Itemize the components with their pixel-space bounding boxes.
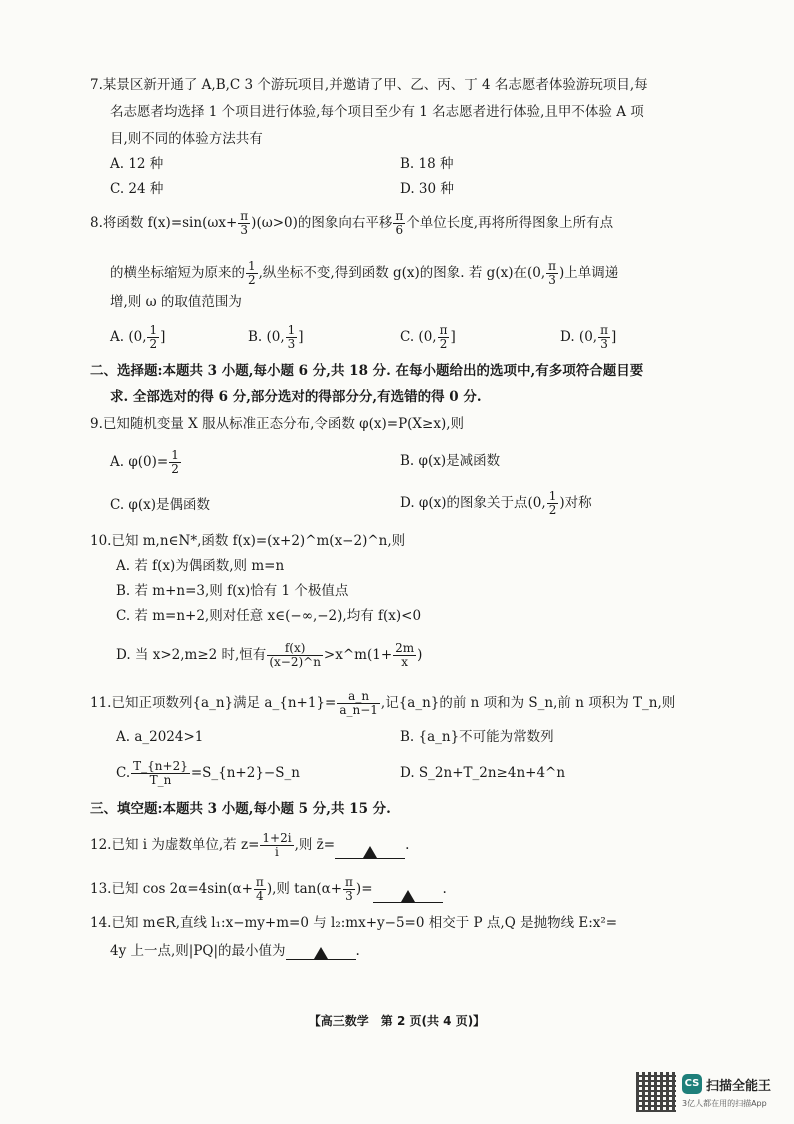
frac-den: 3: [287, 337, 296, 351]
frac-den: i: [275, 845, 279, 859]
opt-tail: ): [417, 647, 423, 663]
frac-den: T_n: [149, 773, 172, 787]
q7-line-3: 目,则不同的体验方法共有: [110, 131, 263, 147]
opt-label: C. (0,: [400, 329, 437, 345]
frac-den: 2: [248, 273, 256, 287]
qr-code-icon: [636, 1072, 676, 1112]
q12-text-a: 12.已知 i 为虚数单位,若 z=: [90, 837, 260, 853]
frac-num: π: [255, 875, 264, 889]
q13-text-a: 13.已知 cos 2α=4sin(α+: [90, 881, 253, 897]
frac: [547, 490, 559, 517]
opt-label: D. φ(x)的图象关于点(0,: [400, 495, 546, 511]
q9-stem: 9.已知随机变量 X 服从标准正态分布,令函数 φ(x)=P(X≥x),则: [90, 416, 465, 432]
q7-option-d: D. 30 种: [400, 181, 454, 197]
q7-option-a: A. 12 种: [110, 156, 164, 172]
frac-num: f(x): [267, 642, 323, 656]
q10-stem: 10.已知 m,n∈N*,函数 f(x)=(x+2)^m(x−2)^n,则: [90, 533, 406, 549]
q14-line-1: 14.已知 m∈R,直线 l₁:x−my+m=0 与 l₂:mx+y−5=0 相交于 P 点,Q 是抛物线 E:x²=: [90, 915, 618, 931]
q7-option-c: C. 24 种: [110, 181, 164, 197]
bracket: ]: [160, 329, 166, 345]
q11-option-c: [116, 760, 300, 787]
q8-frac-1-2: [246, 260, 258, 287]
frac-num: π: [345, 875, 353, 889]
stem-b: ,记{a_n}的前 n 项和为 S_n,前 n 项积为 T_n,则: [380, 695, 676, 711]
frac: [598, 324, 610, 351]
q9-option-c: C. φ(x)是偶函数: [110, 497, 211, 513]
frac-num: 2m: [395, 641, 415, 655]
stem-a: 11.已知正项数列{a_n}满足 a_{n+1}=: [90, 695, 337, 711]
q11-option-d: D. S_2n+T_2n≥4n+4^n: [400, 765, 566, 781]
period: .: [405, 837, 410, 853]
opt-label: C.: [116, 765, 131, 781]
frac-den: 4: [256, 889, 264, 903]
q8-line-2: [110, 260, 618, 287]
q9-option-a: [110, 449, 182, 476]
frac-den: 6: [395, 223, 404, 237]
q8-option-d: [560, 324, 616, 351]
camscanner-logo-icon: CS: [682, 1074, 702, 1094]
frac-num: π: [439, 323, 448, 337]
frac-num: π: [240, 209, 249, 223]
q7-line-1: 7.某景区新开通了 A,B,C 3 个游玩项目,并邀请了甲、乙、丙、丁 4 名志愿者体验游玩项目,每: [90, 77, 648, 93]
frac-num: π: [395, 209, 404, 223]
triangle-icon: [401, 890, 415, 902]
opt-tail: )对称: [559, 495, 592, 511]
frac-num: 1: [171, 448, 179, 462]
frac-fx: [267, 642, 323, 669]
frac: [260, 832, 293, 859]
q8-frac-pi-6: [393, 210, 405, 237]
q12: [90, 832, 409, 859]
q11-option-b: B. {a_n}不可能为常数列: [400, 729, 554, 745]
section-2-note: 求. 全部选对的得 6 分,部分选对的得部分分,有选错的得 0 分.: [110, 389, 482, 405]
q8-text-1c: 个单位长度,再将所得图象上所有点: [406, 215, 614, 231]
q13-text-c: )=: [355, 881, 373, 897]
q8-option-b: [248, 324, 304, 351]
frac: [337, 690, 380, 717]
frac: [438, 324, 450, 351]
triangle-icon: [314, 947, 328, 959]
scanner-app-name: 扫描全能王: [706, 1079, 772, 1094]
q7-option-b: B. 18 种: [400, 156, 454, 172]
section-3-heading: 三、填空题:本题共 3 小题,每小题 5 分,共 15 分.: [90, 801, 391, 817]
q8-line-3: 增,则 ω 的取值范围为: [110, 294, 242, 310]
q10-option-a: A. 若 f(x)为偶函数,则 m=n: [116, 558, 285, 574]
scanner-tagline: 3亿人都在用的扫描App: [682, 1099, 767, 1108]
q10-option-d: [116, 642, 422, 669]
frac-den: 3: [548, 273, 556, 287]
opt-label: D. (0,: [560, 329, 598, 345]
q8-option-a: [110, 324, 165, 351]
opt-label: A. φ(0)=: [110, 454, 169, 470]
q8-option-c: [400, 324, 456, 351]
opt-label: B. (0,: [248, 329, 285, 345]
frac-num: a_n: [337, 690, 380, 704]
frac: [286, 324, 298, 351]
frac-num: 1: [287, 323, 296, 337]
frac: [147, 324, 159, 351]
frac-den: 2: [439, 337, 448, 351]
bracket: ]: [298, 329, 304, 345]
q8-frac-pi-3: [238, 210, 250, 237]
q8-frac-pi-3b: [546, 260, 558, 287]
section-2-heading: 二、选择题:本题共 3 小题,每小题 6 分,共 18 分. 在每小题给出的选项中,有多项符合题目要: [90, 363, 644, 379]
opt-label: D. 当 x>2,m≥2 时,恒有: [116, 647, 267, 663]
frac: [254, 876, 266, 903]
frac-den: a_n−1: [339, 703, 378, 717]
frac-num: 1: [149, 323, 158, 337]
q8-line-1: [90, 210, 613, 237]
q13-text-b: ),则 tan(α+: [266, 881, 343, 897]
frac-num: 1+2i: [262, 831, 292, 845]
frac-den: 2: [171, 462, 179, 476]
answer-blank[interactable]: [335, 842, 405, 859]
frac: [343, 876, 355, 903]
q8-text-2a: 的横坐标缩短为原来的: [110, 265, 245, 281]
frac-num: 1: [248, 259, 256, 273]
frac-den: (x−2)^n: [269, 655, 321, 669]
q8-text-1a: 8.将函数 f(x)=sin(ωx+: [90, 215, 238, 231]
frac-den: 3: [240, 223, 249, 237]
frac-num: T_{n+2}: [133, 759, 188, 773]
opt-mid: >x^m(1+: [323, 647, 393, 663]
q8-text-1b: )(ω>0)的图象向右平移: [251, 215, 393, 231]
frac: [131, 760, 190, 787]
opt-tail: =S_{n+2}−S_n: [190, 765, 300, 781]
frac-2m-x: [393, 642, 416, 669]
period: .: [442, 881, 447, 897]
q12-text-b: ,则 z̄=: [294, 837, 336, 853]
frac-num: π: [600, 323, 608, 337]
frac-den: x: [401, 655, 409, 669]
frac-den: 3: [600, 337, 608, 351]
q8-text-2b: ,纵坐标不变,得到函数 g(x)的图象. 若 g(x)在(0,: [258, 265, 546, 281]
frac-den: 2: [149, 337, 158, 351]
bracket: ]: [450, 329, 456, 345]
triangle-icon: [363, 846, 377, 858]
q14-text: 4y 上一点,则|PQ|的最小值为: [110, 943, 286, 959]
period: .: [355, 943, 360, 959]
q11-stem: [90, 690, 675, 717]
answer-blank[interactable]: [286, 943, 356, 960]
q9-option-b: B. φ(x)是减函数: [400, 453, 501, 469]
frac-den: 3: [345, 889, 353, 903]
q13: [90, 876, 447, 903]
q7-line-2: 名志愿者均选择 1 个项目进行体验,每个项目至少有 1 名志愿者进行体验,且甲不体验 A 项: [110, 104, 644, 120]
q8-text-2c: )上单调递: [559, 265, 619, 281]
q10-option-c: C. 若 m=n+2,则对任意 x∈(−∞,−2),均有 f(x)<0: [116, 608, 422, 624]
q10-option-b: B. 若 m+n=3,则 f(x)恰有 1 个极值点: [116, 583, 349, 599]
q11-option-a: A. a_2024>1: [116, 729, 204, 745]
bracket: ]: [610, 329, 617, 345]
opt-label: A. (0,: [110, 329, 147, 345]
q14-line-2: [110, 942, 360, 960]
answer-blank[interactable]: [373, 886, 443, 903]
frac-num: π: [548, 259, 557, 273]
frac-den: 2: [548, 503, 557, 517]
page-footer: 【高三数学 第 2 页(共 4 页)】: [308, 1014, 486, 1028]
frac-num: 1: [548, 489, 557, 503]
q9-option-d: [400, 490, 592, 517]
frac: [169, 449, 181, 476]
